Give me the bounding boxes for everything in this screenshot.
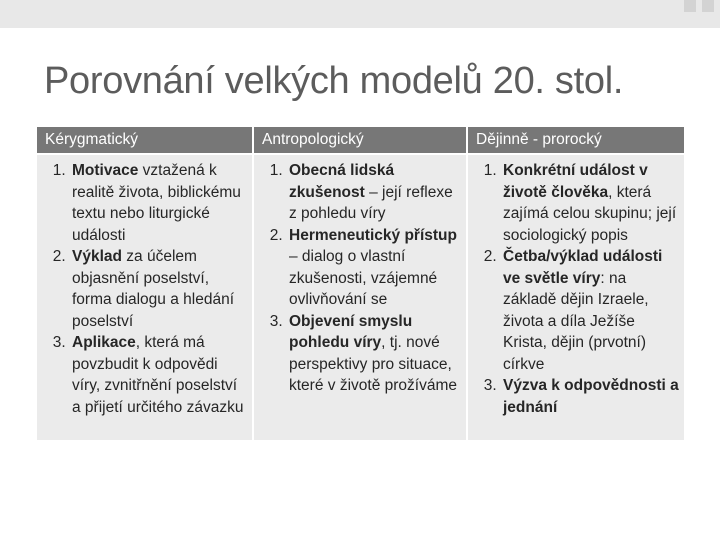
list-kerygmaticky: [39, 160, 247, 418]
list-item: [287, 225, 461, 311]
top-decor-band: [0, 0, 720, 28]
item-text: za účelem objasnění poselství, forma dialogu a hledání poselství: [72, 248, 235, 330]
list-item: [501, 246, 679, 375]
list-item: [287, 160, 461, 225]
item-emphasis-text: Konkrétní událost v životě člověka: [503, 162, 648, 201]
item-text: , která má povzbudit k odpovědi víry, zvnitřnění poselství a přijetí určitého závazku: [72, 334, 244, 416]
item-emphasis-text: Obecná lidská zkušenost: [289, 162, 395, 201]
item-text: , tj. nové perspektivy pro situace, které v životě prožíváme: [289, 334, 457, 394]
comparison-table: [37, 127, 684, 440]
item-emphasis-text: Aplikace: [72, 334, 136, 351]
list-item: [70, 246, 247, 332]
cell-dejinne-prorocky: [466, 155, 684, 440]
item-emphasis-text: Četba/výklad události ve světle víry: [503, 248, 663, 287]
cell-kerygmaticky: [37, 155, 252, 440]
header-kerygmaticky: Kérygmatický: [37, 127, 252, 153]
item-emphasis-text: Objevení smyslu pohledu víry: [289, 312, 413, 351]
list-item: [287, 311, 461, 397]
list-item: [70, 160, 247, 246]
list-item: [501, 375, 679, 418]
header-antropologicky: Antropologický: [252, 127, 466, 153]
slide-title: Porovnání velkých modelů 20. stol.: [44, 60, 624, 102]
item-emphasis-text: Motivace: [72, 162, 139, 179]
corner-square-right: [702, 0, 714, 12]
item-text: – dialog o vlastní zkušenosti, vzájemné ovlivňování se: [289, 248, 438, 308]
item-text: – její reflexe z pohledu víry: [289, 183, 453, 222]
item-emphasis-text: Výzva k odpovědnosti a jednání: [503, 377, 679, 416]
list-item: [501, 160, 679, 246]
list-dejinne-prorocky: [470, 160, 679, 418]
list-item: [70, 332, 247, 418]
item-text: , která zajímá celou skupinu; její sociologický popis: [503, 183, 677, 244]
corner-square-left: [684, 0, 696, 12]
item-emphasis-text: Výklad: [72, 248, 122, 265]
header-dejinne-prorocky: Dějinně - prorocký: [466, 127, 684, 153]
item-text: vztažená k realitě života, biblickému textu nebo liturgické události: [72, 162, 241, 244]
list-antropologicky: [256, 160, 461, 397]
item-emphasis-text: Hermeneutický přístup: [289, 226, 457, 244]
item-text: : na základě dějin Izraele, života a díla Ježíše Krista, dějin (prvotní) církve: [503, 269, 649, 373]
cell-antropologicky: [252, 155, 466, 440]
